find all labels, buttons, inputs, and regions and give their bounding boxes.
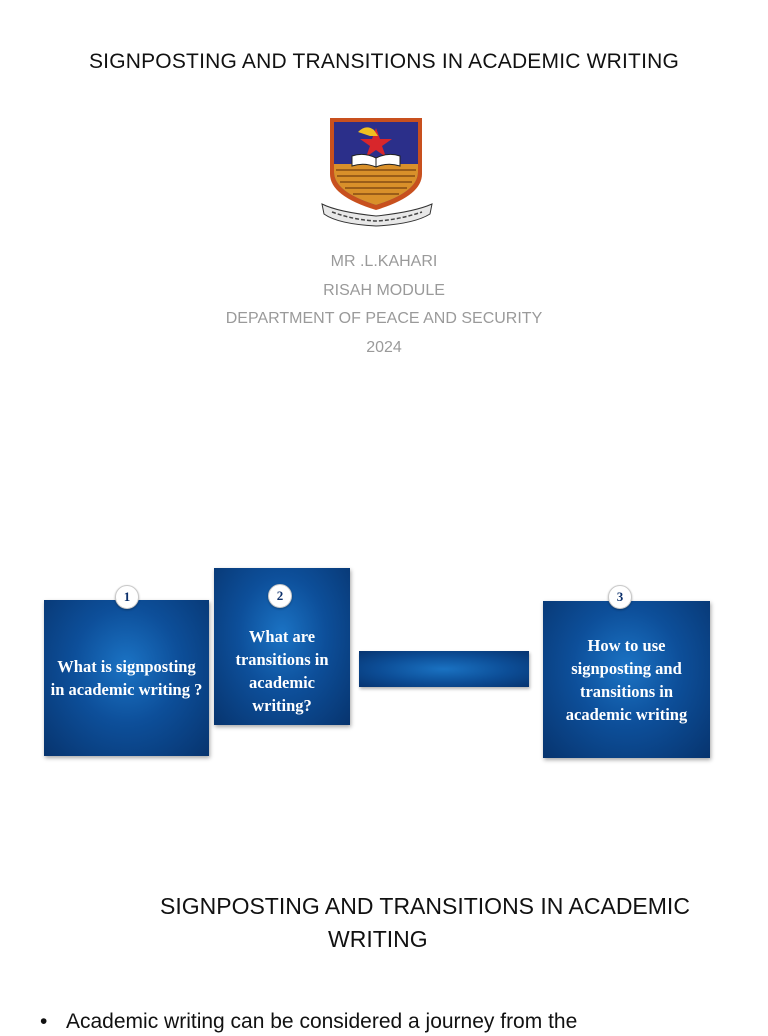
section-title-line-2: WRITING <box>328 926 428 952</box>
step-card-2-text: What are transitions in academic writing? <box>235 626 329 715</box>
year: 2024 <box>366 338 402 356</box>
step-card-1 <box>44 600 209 756</box>
section-title <box>160 890 730 956</box>
section-title-line-1: SIGNPOSTING AND TRANSITIONS IN ACADEMIC <box>160 893 690 919</box>
module-name: RISAH MODULE <box>323 281 445 299</box>
slide-title: SIGNPOSTING AND TRANSITIONS IN ACADEMIC WRITING <box>88 50 680 73</box>
step-badge-2: 2 <box>268 584 292 608</box>
step-card-3 <box>543 601 710 758</box>
bullet-dot-icon: • <box>40 1010 48 1033</box>
bullet-item <box>40 1008 760 1036</box>
university-crest-icon <box>318 112 436 230</box>
bullet-text: Academic writing can be considered a journey from the <box>66 1010 578 1033</box>
step-card-1-text: What is signposting in academic writing ? <box>50 657 203 699</box>
author-block <box>0 248 768 362</box>
step-card-3-text: How to use signposting and transitions in academic writing <box>565 635 688 724</box>
connector-bar <box>359 651 529 687</box>
author-name: MR .L.KAHARI <box>330 253 438 270</box>
step-badge-3: 3 <box>608 585 632 609</box>
step-badge-1: 1 <box>115 585 139 609</box>
department-name: DEPARTMENT OF PEACE AND SECURITY <box>225 310 543 327</box>
